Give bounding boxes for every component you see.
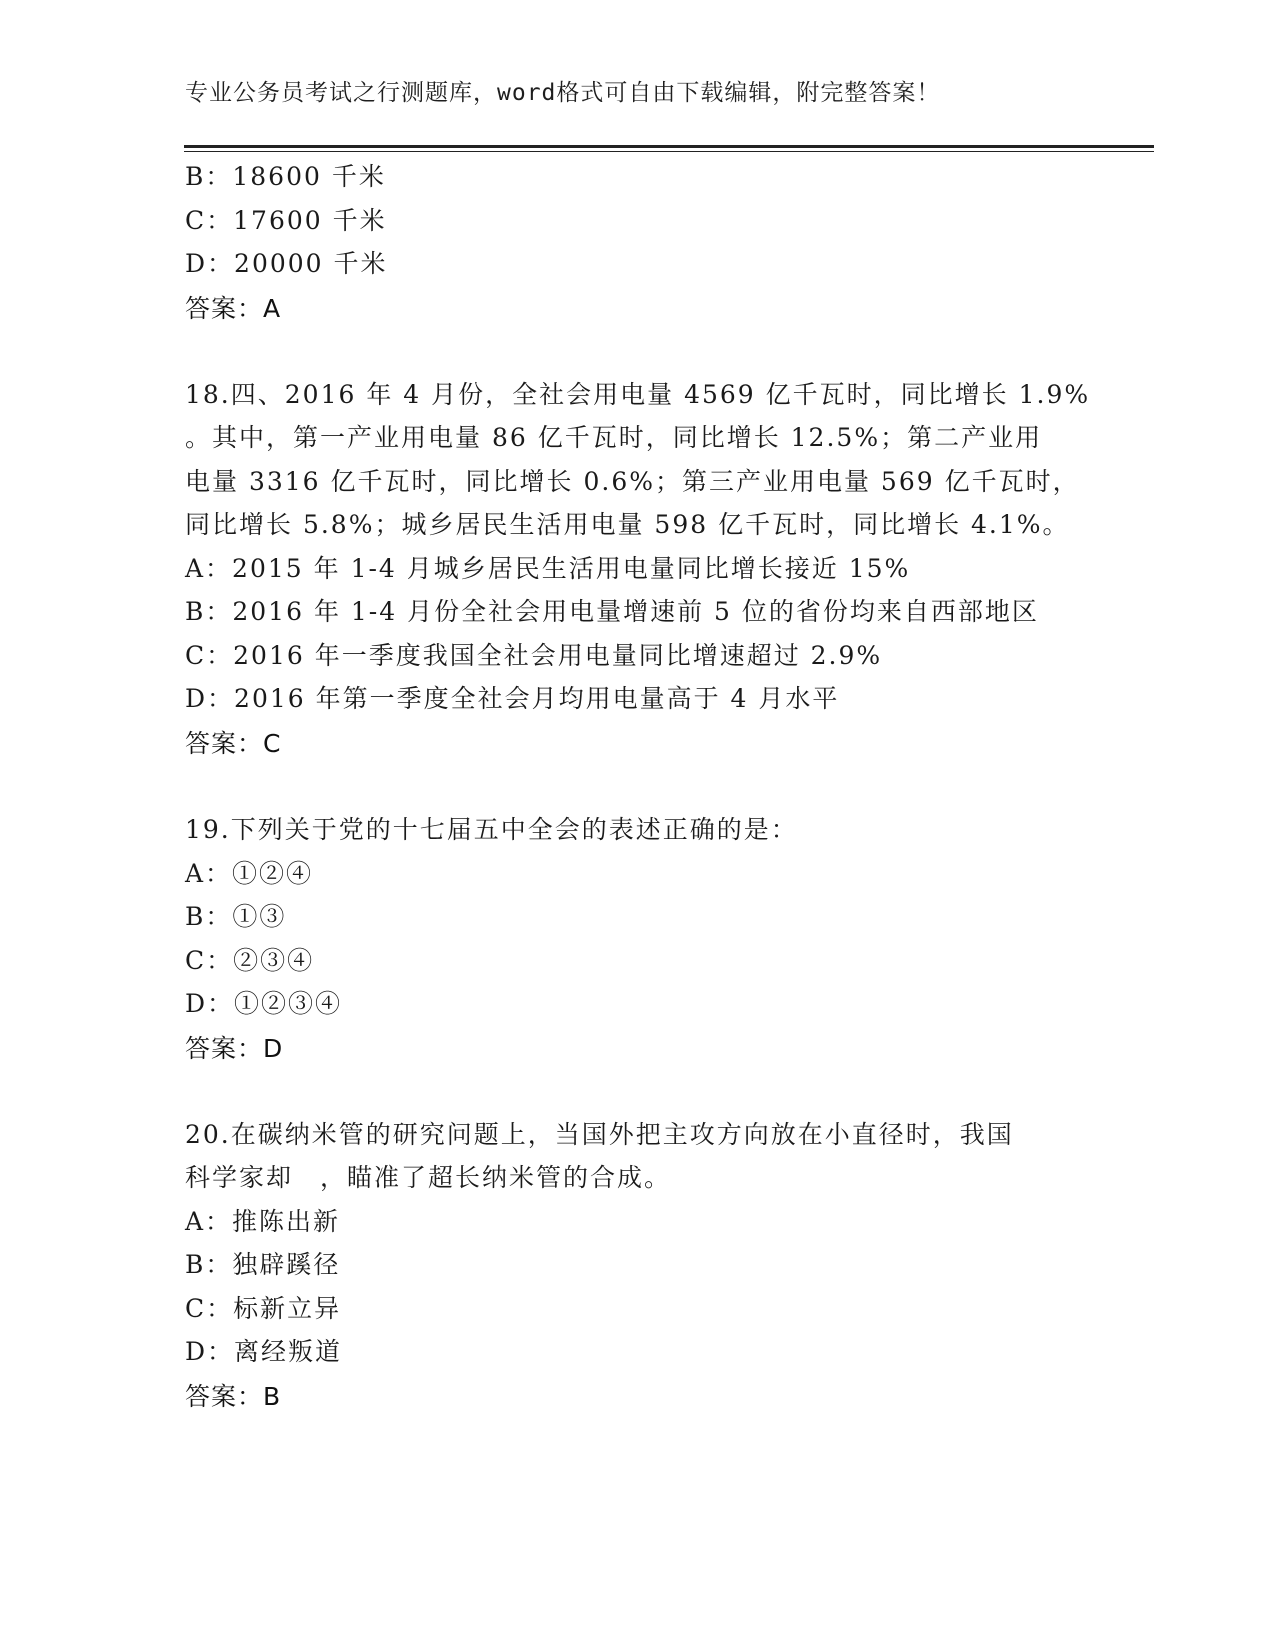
q18-answer: 答案：C: [185, 729, 282, 758]
q20-option-b: B：独辟蹊径: [185, 1250, 341, 1279]
q18-option-a: A：2015 年 1-4 月城乡居民生活用电量同比增长接近 15%: [185, 554, 911, 583]
q17-option-c: C：17600 千米: [185, 206, 387, 235]
q20-stem-line-1: 20.在碳纳米管的研究问题上，当国外把主攻方向放在小直径时，我国: [185, 1120, 1014, 1149]
q18-option-d: D：2016 年第一季度全社会月均用电量高于 4 月水平: [185, 684, 840, 713]
header-rule-thin: [184, 151, 1154, 152]
q19-option-b: B：①③: [185, 902, 287, 931]
q18-stem-line-1: 18.四、2016 年 4 月份，全社会用电量 4569 亿千瓦时，同比增长 1.9%: [185, 380, 1091, 409]
q18-option-c: C：2016 年一季度我国全社会用电量同比增速超过 2.9%: [185, 641, 883, 670]
q19-option-a: A：①②④: [185, 859, 314, 888]
q20-stem-line-2: 科学家却 ，瞄准了超长纳米管的合成。: [185, 1163, 672, 1192]
q19-option-d: D：①②③④: [185, 989, 343, 1018]
q19-option-c: C：②③④: [185, 946, 315, 975]
q17-option-d: D：20000 千米: [185, 249, 388, 278]
page-header: 专业公务员考试之行测题库，word格式可自由下载编辑，附完整答案！: [185, 80, 941, 106]
q18-option-b: B：2016 年 1-4 月份全社会用电量增速前 5 位的省份均来自西部地区: [185, 597, 1039, 626]
q19-stem-line-1: 19.下列关于党的十七届五中全会的表述正确的是：: [185, 815, 798, 844]
header-rule-thick: [184, 145, 1154, 148]
q20-option-a: A：推陈出新: [185, 1207, 341, 1236]
q17-option-b: B：18600 千米: [185, 162, 386, 191]
q18-stem-line-2: 。其中，第一产业用电量 86 亿千瓦时，同比增长 12.5%；第二产业用: [185, 423, 1043, 452]
q17-answer: 答案：A: [185, 294, 282, 323]
q18-stem-line-4: 同比增长 5.8%；城乡居民生活用电量 598 亿千瓦时，同比增长 4.1%。: [185, 510, 1070, 539]
q18-stem-line-3: 电量 3316 亿千瓦时，同比增长 0.6%；第三产业用电量 569 亿千瓦时，: [185, 467, 1080, 496]
q19-answer: 答案：D: [185, 1034, 284, 1063]
q20-option-c: C：标新立异: [185, 1294, 342, 1323]
q20-option-d: D：离经叛道: [185, 1337, 343, 1366]
q20-answer: 答案：B: [185, 1382, 282, 1411]
